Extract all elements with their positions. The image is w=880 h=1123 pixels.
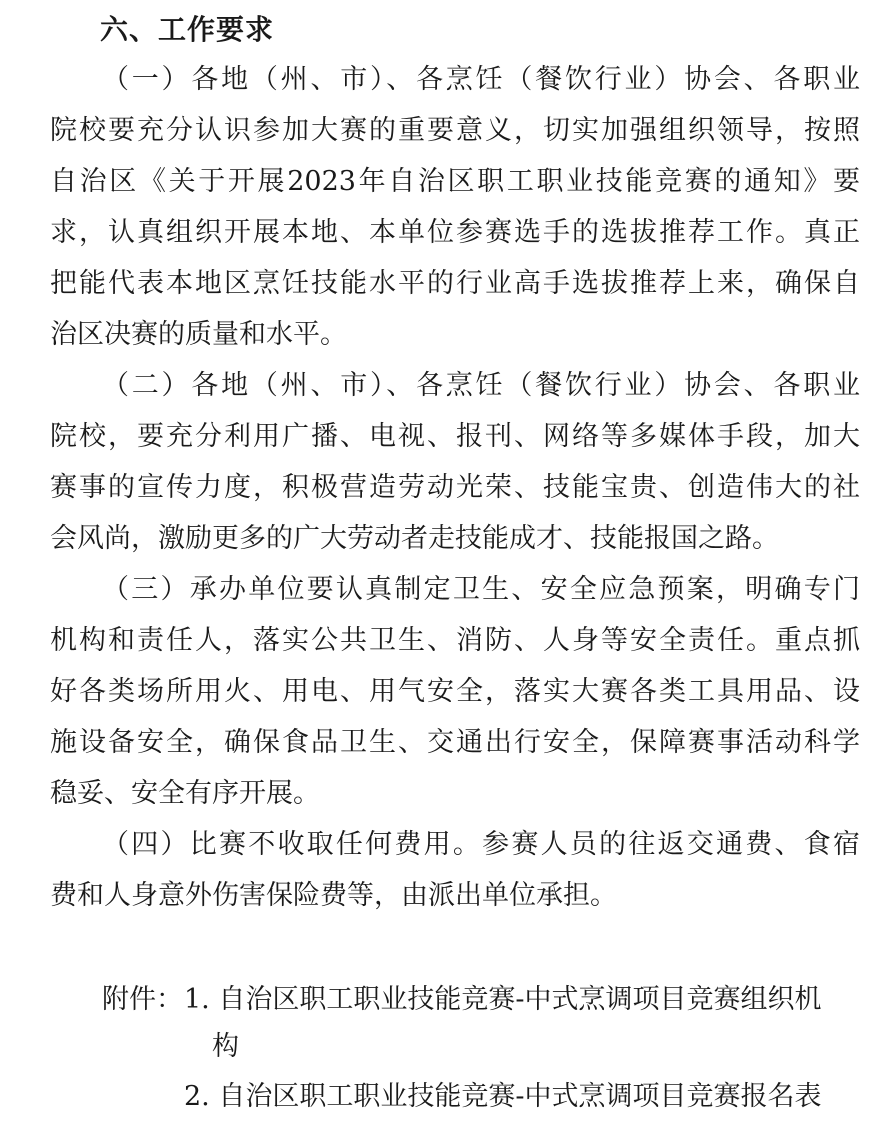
paragraph-2-line-1: （二）各地（州、市）、各烹饪（餐饮行业）协会、各职业 <box>102 370 860 401</box>
paragraph-1-line-2: 院校要充分认识参加大赛的重要意义，切实加强组织领导，按照 <box>50 115 860 146</box>
paragraph-1-line-3: 自治区《关于开展2023年自治区职工职业技能竞赛的通知》要 <box>50 166 860 197</box>
paragraph-3-line-3: 好各类场所用火、用电、用气安全，落实大赛各类工具用品、设 <box>50 676 860 707</box>
attachments-label: 附件： <box>102 984 183 1015</box>
paragraph-1-line-1: （一）各地（州、市）、各烹饪（餐饮行业）协会、各职业 <box>102 64 860 95</box>
attachment-2: 2. 自治区职工职业技能竞赛-中式烹调项目竞赛报名表 <box>184 1081 822 1112</box>
paragraph-4-line-1: （四）比赛不收取任何费用。参赛人员的往返交通费、食宿 <box>102 829 860 860</box>
paragraph-2-line-4: 会风尚，激励更多的广大劳动者走技能成才、技能报国之路。 <box>50 523 779 554</box>
paragraph-2-line-3: 赛事的宣传力度，积极营造劳动光荣、技能宝贵、创造伟大的社 <box>50 472 860 503</box>
paragraph-1-line-5: 把能代表本地区烹饪技能水平的行业高手选拔推荐上来，确保自 <box>50 268 860 299</box>
paragraph-4-line-2: 费和人身意外伤害保险费等，由派出单位承担。 <box>50 880 617 911</box>
section-heading: 六、工作要求 <box>100 13 275 46</box>
attachment-1-line-2: 构 <box>212 1031 239 1062</box>
paragraph-1-line-4: 求，认真组织开展本地、本单位参赛选手的选拔推荐工作。真正 <box>50 217 860 248</box>
paragraph-3-line-2: 机构和责任人，落实公共卫生、消防、人身等安全责任。重点抓 <box>50 625 860 656</box>
paragraph-2-line-2: 院校，要充分利用广播、电视、报刊、网络等多媒体手段，加大 <box>50 421 860 452</box>
paragraph-3-line-4: 施设备安全，确保食品卫生、交通出行安全，保障赛事活动科学 <box>50 727 860 758</box>
attachment-1-line-1: 1. 自治区职工职业技能竞赛-中式烹调项目竞赛组织机 <box>184 984 822 1015</box>
paragraph-1-line-6: 治区决赛的质量和水平。 <box>50 319 347 350</box>
paragraph-3-line-1: （三）承办单位要认真制定卫生、安全应急预案，明确专门 <box>102 574 860 605</box>
paragraph-3-line-5: 稳妥、安全有序开展。 <box>50 778 320 809</box>
